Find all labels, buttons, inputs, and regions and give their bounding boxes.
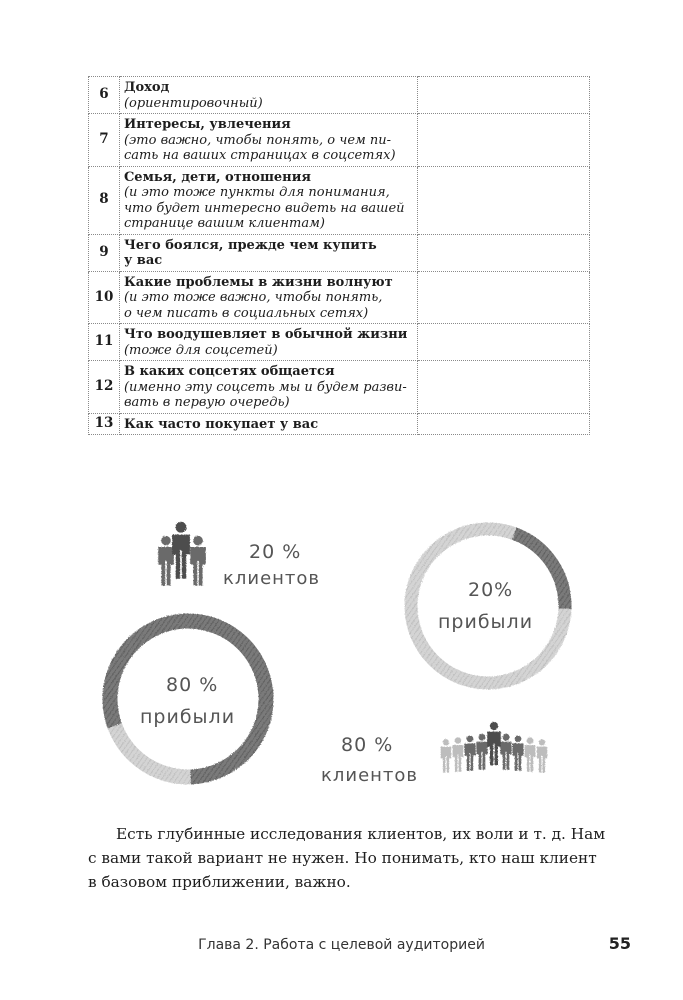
profit-ring-80-icon: [110, 621, 266, 777]
right-group-label: клиентов: [321, 765, 419, 786]
row-number: 12: [89, 361, 120, 414]
person-icon: [190, 536, 206, 586]
table-row: [89, 114, 590, 167]
row-number: 13: [89, 413, 120, 435]
answer-cell: [417, 77, 590, 114]
person-icon: [500, 734, 511, 770]
paragraph-line: Есть глубинные исследования клиентов, их воли и т. д. Нам: [116, 825, 606, 843]
right-ring-label: прибыли: [438, 611, 534, 633]
row-note: (это важно, чтобы понять, о чем пи- сать на ваших страницах в соцсетях): [123, 132, 396, 163]
people-group-large-icon: [441, 722, 548, 773]
answer-cell: [417, 271, 590, 324]
paragraph-line: с вами такой вариант не нужен. Но понимать, кто наш клиент: [88, 849, 597, 867]
paragraph-line: в базовом приближении, важно.: [88, 873, 351, 891]
row-number: 9: [89, 234, 120, 271]
answer-cell: [417, 234, 590, 271]
row-text-cell: [119, 77, 417, 114]
left-group-label: клиентов: [223, 568, 321, 589]
row-number: 8: [89, 166, 120, 234]
infographic-svg: [0, 500, 683, 810]
row-title: Как часто покупает у вас: [123, 416, 319, 432]
row-text-cell: [119, 166, 417, 234]
body-paragraph: [88, 822, 606, 894]
row-text-cell: [119, 114, 417, 167]
table-body: [89, 77, 590, 435]
row-title: Доход: [123, 80, 170, 95]
answer-cell: [417, 413, 590, 435]
chapter-title: Глава 2. Работа с целевой аудиторией: [198, 937, 485, 953]
row-number: 10: [89, 271, 120, 324]
person-icon: [512, 735, 523, 770]
person-icon: [537, 739, 548, 773]
row-title: Интересы, увлечения: [123, 117, 291, 132]
table-row: [89, 166, 590, 234]
person-icon: [172, 522, 190, 579]
row-title: Семья, дети, отношения: [123, 169, 311, 185]
person-icon: [476, 734, 487, 770]
row-title: В каких соцсетях общается: [123, 364, 335, 379]
row-title: Какие проблемы в жизни волнуют: [123, 274, 393, 290]
client-profile-table: [88, 76, 590, 435]
row-text-cell: [119, 413, 417, 435]
right-ring-percent: 20%: [468, 579, 514, 601]
row-text-cell: [119, 361, 417, 414]
answer-cell: [417, 361, 590, 414]
row-note: (ориентировочный): [123, 95, 263, 111]
row-title: Чего боялся, прежде чем купить у вас: [123, 237, 377, 268]
person-icon: [441, 739, 452, 773]
table-row: [89, 413, 590, 435]
row-number: 6: [89, 77, 120, 114]
table-row: [89, 361, 590, 414]
person-icon: [453, 737, 464, 771]
left-ring-percent: 80 %: [166, 674, 219, 696]
answer-cell: [417, 114, 590, 167]
person-icon: [487, 722, 501, 765]
row-note: (именно эту соцсеть мы и будем разви- вать в первую очередь): [123, 379, 407, 410]
person-icon: [464, 735, 475, 770]
row-number: 7: [89, 114, 120, 167]
table-row: [89, 324, 590, 361]
table-row: [89, 234, 590, 271]
profit-ring-20-icon: [411, 529, 565, 683]
answer-cell: [417, 324, 590, 361]
left-ring-label: прибыли: [140, 706, 236, 728]
row-note: (и это тоже важно, чтобы понять, о чем писать в социальных сетях): [123, 290, 383, 321]
table-row: [89, 77, 590, 114]
row-title: Что воодушевляет в обычной жизни: [123, 327, 408, 342]
row-text-cell: [119, 234, 417, 271]
row-text-cell: [119, 324, 417, 361]
row-text-cell: [119, 271, 417, 324]
page-number: 55: [608, 934, 631, 953]
person-icon: [525, 737, 536, 771]
pareto-infographic: [0, 500, 683, 810]
answer-cell: [417, 166, 590, 234]
row-note: (тоже для соцсетей): [123, 342, 278, 358]
row-number: 11: [89, 324, 120, 361]
table-row: [89, 271, 590, 324]
right-group-percent: 80 %: [341, 734, 394, 756]
people-group-small-icon: [158, 522, 206, 586]
row-note: (и это тоже пункты для понимания, что будет интересно видеть на вашей странице вашим клиентам): [123, 185, 405, 231]
person-icon: [158, 536, 174, 586]
left-group-percent: 20 %: [249, 541, 302, 563]
